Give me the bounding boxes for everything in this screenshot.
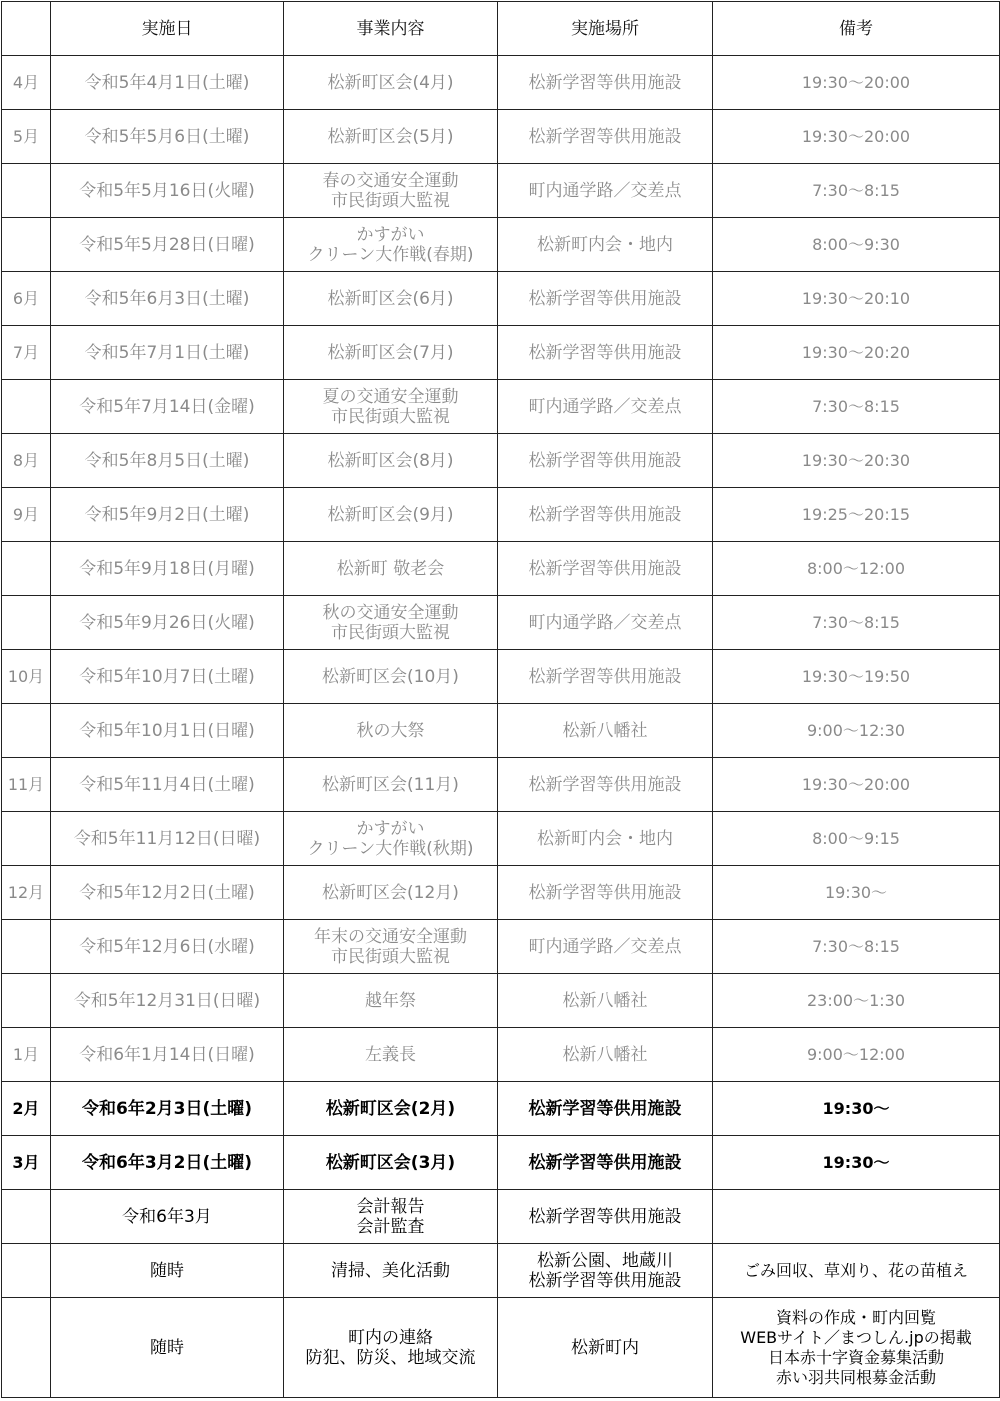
place-cell bbox=[498, 596, 713, 650]
table-row bbox=[2, 1298, 1000, 1398]
place-cell bbox=[498, 218, 713, 272]
notes-cell-line: WEBサイト／まつしん.jpの掲載 bbox=[740, 1327, 972, 1347]
date-cell: 令和5年11月4日(土曜) bbox=[51, 758, 284, 812]
notes-cell bbox=[713, 1082, 1000, 1136]
date-cell: 令和5年12月6日(水曜) bbox=[51, 920, 284, 974]
event-cell-line: 防犯、防災、地域交流 bbox=[305, 1347, 476, 1368]
date-cell: 令和5年12月2日(土曜) bbox=[51, 866, 284, 920]
place-cell bbox=[498, 1190, 713, 1244]
month-cell: 10月 bbox=[2, 650, 51, 704]
month-cell: 3月 bbox=[2, 1136, 51, 1190]
event-cell-line: 松新町区会(8月) bbox=[327, 450, 454, 471]
table-row bbox=[2, 1244, 1000, 1298]
notes-cell bbox=[713, 272, 1000, 326]
event-cell-line: 松新町区会(11月) bbox=[322, 774, 459, 795]
date-cell: 令和5年9月2日(土曜) bbox=[51, 488, 284, 542]
month-cell bbox=[2, 218, 51, 272]
place-cell-line: 松新学習等供用施設 bbox=[528, 558, 682, 579]
event-cell bbox=[284, 920, 498, 974]
table-row bbox=[2, 1190, 1000, 1244]
date-cell: 令和5年6月3日(土曜) bbox=[51, 272, 284, 326]
table-row bbox=[2, 650, 1000, 704]
table-row bbox=[2, 380, 1000, 434]
notes-cell-line: 19:30～ bbox=[824, 882, 888, 902]
notes-cell bbox=[713, 866, 1000, 920]
date-cell: 令和5年7月1日(土曜) bbox=[51, 326, 284, 380]
notes-cell-line: 19:30～20:00 bbox=[801, 126, 911, 146]
event-cell bbox=[284, 758, 498, 812]
notes-cell bbox=[713, 758, 1000, 812]
notes-cell bbox=[713, 812, 1000, 866]
header-event: 事業内容 bbox=[284, 2, 498, 56]
notes-cell bbox=[713, 1028, 1000, 1082]
place-cell-line: 松新学習等供用施設 bbox=[528, 504, 682, 525]
event-cell bbox=[284, 1136, 498, 1190]
month-cell bbox=[2, 542, 51, 596]
event-cell-line: 松新町区会(9月) bbox=[327, 504, 454, 525]
event-cell bbox=[284, 164, 498, 218]
table-row bbox=[2, 434, 1000, 488]
date-cell: 令和5年11月12日(日曜) bbox=[51, 812, 284, 866]
notes-cell bbox=[713, 326, 1000, 380]
notes-cell bbox=[713, 218, 1000, 272]
event-cell-line: 松新町区会(4月) bbox=[327, 72, 454, 93]
place-cell-line: 松新学習等供用施設 bbox=[528, 342, 682, 363]
event-cell bbox=[284, 1244, 498, 1298]
table-row bbox=[2, 596, 1000, 650]
header-date: 実施日 bbox=[51, 2, 284, 56]
place-cell bbox=[498, 542, 713, 596]
month-cell: 5月 bbox=[2, 110, 51, 164]
month-cell bbox=[2, 1190, 51, 1244]
date-cell: 令和5年9月18日(月曜) bbox=[51, 542, 284, 596]
table-row bbox=[2, 218, 1000, 272]
place-cell-line: 松新学習等供用施設 bbox=[528, 1270, 682, 1291]
date-cell: 令和5年10月7日(土曜) bbox=[51, 650, 284, 704]
notes-cell-line: 19:30～19:50 bbox=[801, 666, 911, 686]
event-cell-line: 市民街頭大監視 bbox=[331, 622, 450, 643]
place-cell-line: 松新学習等供用施設 bbox=[528, 450, 682, 471]
event-cell bbox=[284, 218, 498, 272]
place-cell-line: 町内通学路／交差点 bbox=[528, 180, 682, 201]
place-cell-line: 松新学習等供用施設 bbox=[528, 126, 682, 147]
date-cell: 令和6年3月2日(土曜) bbox=[51, 1136, 284, 1190]
place-cell bbox=[498, 434, 713, 488]
date-cell: 随時 bbox=[51, 1244, 284, 1298]
event-cell-line: 市民街頭大監視 bbox=[331, 190, 450, 211]
event-cell-line: 町内の連絡 bbox=[348, 1327, 433, 1348]
event-cell bbox=[284, 650, 498, 704]
header-notes: 備考 bbox=[713, 2, 1000, 56]
place-cell bbox=[498, 272, 713, 326]
event-cell-line: かすがい bbox=[356, 818, 425, 839]
event-cell-line: 会計報告 bbox=[356, 1196, 425, 1217]
place-cell-line: 松新八幡社 bbox=[562, 1044, 648, 1065]
place-cell bbox=[498, 56, 713, 110]
notes-cell bbox=[713, 596, 1000, 650]
notes-cell bbox=[713, 1298, 1000, 1398]
month-cell bbox=[2, 920, 51, 974]
table-row bbox=[2, 1082, 1000, 1136]
place-cell-line: 松新学習等供用施設 bbox=[528, 288, 682, 309]
notes-cell-line: 19:30～20:00 bbox=[801, 72, 911, 92]
event-cell-line: クリーン大作戦(春期) bbox=[307, 244, 474, 265]
month-cell: 9月 bbox=[2, 488, 51, 542]
place-cell-line: 松新公園、地蔵川 bbox=[537, 1250, 673, 1271]
table-row bbox=[2, 110, 1000, 164]
month-cell: 7月 bbox=[2, 326, 51, 380]
header-row bbox=[2, 2, 1000, 56]
notes-cell-line: 23:00～1:30 bbox=[806, 990, 906, 1010]
place-cell-line: 松新学習等供用施設 bbox=[528, 882, 682, 903]
notes-cell bbox=[713, 650, 1000, 704]
table-row bbox=[2, 542, 1000, 596]
place-cell bbox=[498, 974, 713, 1028]
event-cell bbox=[284, 1190, 498, 1244]
notes-cell bbox=[713, 542, 1000, 596]
month-cell bbox=[2, 164, 51, 218]
month-cell: 4月 bbox=[2, 56, 51, 110]
month-cell bbox=[2, 974, 51, 1028]
event-cell-line: 松新町区会(3月) bbox=[325, 1152, 456, 1173]
header-place: 実施場所 bbox=[498, 2, 713, 56]
event-cell-line: 秋の交通安全運動 bbox=[322, 602, 459, 623]
event-cell bbox=[284, 110, 498, 164]
event-cell-line: 左義長 bbox=[365, 1044, 416, 1065]
table-row bbox=[2, 164, 1000, 218]
event-cell bbox=[284, 1298, 498, 1398]
place-cell bbox=[498, 1136, 713, 1190]
event-cell bbox=[284, 704, 498, 758]
place-cell-line: 松新町内会・地内 bbox=[537, 234, 673, 255]
event-cell-line: 松新町区会(12月) bbox=[322, 882, 459, 903]
notes-cell bbox=[713, 164, 1000, 218]
event-cell-line: 秋の大祭 bbox=[356, 720, 425, 741]
table-row bbox=[2, 812, 1000, 866]
place-cell-line: 町内通学路／交差点 bbox=[528, 612, 682, 633]
notes-cell bbox=[713, 1244, 1000, 1298]
place-cell bbox=[498, 1028, 713, 1082]
table-row bbox=[2, 758, 1000, 812]
notes-cell bbox=[713, 380, 1000, 434]
event-cell bbox=[284, 488, 498, 542]
date-cell: 令和5年10月1日(日曜) bbox=[51, 704, 284, 758]
event-cell bbox=[284, 812, 498, 866]
event-cell bbox=[284, 974, 498, 1028]
month-cell: 6月 bbox=[2, 272, 51, 326]
place-cell-line: 松新町内会・地内 bbox=[537, 828, 673, 849]
event-cell-line: 夏の交通安全運動 bbox=[322, 386, 459, 407]
month-cell bbox=[2, 704, 51, 758]
place-cell bbox=[498, 1244, 713, 1298]
date-cell: 令和5年5月6日(土曜) bbox=[51, 110, 284, 164]
date-cell: 令和5年7月14日(金曜) bbox=[51, 380, 284, 434]
event-cell-line: 年末の交通安全運動 bbox=[314, 926, 467, 947]
event-cell-line: 市民街頭大監視 bbox=[331, 406, 450, 427]
notes-cell bbox=[713, 488, 1000, 542]
table-row bbox=[2, 974, 1000, 1028]
month-cell: 12月 bbox=[2, 866, 51, 920]
place-cell bbox=[498, 812, 713, 866]
month-cell: 8月 bbox=[2, 434, 51, 488]
notes-cell bbox=[713, 56, 1000, 110]
place-cell bbox=[498, 488, 713, 542]
date-cell: 令和5年12月31日(日曜) bbox=[51, 974, 284, 1028]
place-cell-line: 町内通学路／交差点 bbox=[528, 936, 682, 957]
date-cell: 令和5年8月5日(土曜) bbox=[51, 434, 284, 488]
notes-cell-line: 赤い羽共同根募金活動 bbox=[775, 1367, 936, 1387]
place-cell-line: 松新学習等供用施設 bbox=[528, 1098, 682, 1119]
event-cell-line: 松新町 敬老会 bbox=[336, 558, 445, 579]
event-cell bbox=[284, 866, 498, 920]
notes-cell-line: 7:30～8:15 bbox=[812, 396, 900, 416]
table-row bbox=[2, 326, 1000, 380]
event-cell bbox=[284, 434, 498, 488]
notes-cell-line: 7:30～8:15 bbox=[812, 180, 900, 200]
event-cell bbox=[284, 1028, 498, 1082]
place-cell bbox=[498, 164, 713, 218]
table-row bbox=[2, 56, 1000, 110]
month-cell bbox=[2, 812, 51, 866]
event-cell-line: 会計監査 bbox=[356, 1216, 425, 1237]
place-cell-line: 松新学習等供用施設 bbox=[528, 774, 682, 795]
event-cell-line: 松新町区会(10月) bbox=[322, 666, 459, 687]
event-cell-line: 清掃、美化活動 bbox=[331, 1260, 450, 1281]
place-cell bbox=[498, 1298, 713, 1398]
event-cell-line: かすがい bbox=[356, 224, 425, 245]
date-cell: 令和6年2月3日(土曜) bbox=[51, 1082, 284, 1136]
notes-cell-line: 19:30～ bbox=[822, 1098, 890, 1118]
table-row bbox=[2, 488, 1000, 542]
event-cell bbox=[284, 272, 498, 326]
notes-cell-line: 日本赤十字資金募集活動 bbox=[767, 1347, 944, 1367]
place-cell bbox=[498, 650, 713, 704]
event-cell bbox=[284, 380, 498, 434]
notes-cell-line: 19:30～ bbox=[822, 1152, 890, 1172]
notes-cell bbox=[713, 974, 1000, 1028]
table-row bbox=[2, 866, 1000, 920]
notes-cell-line: 9:00～12:00 bbox=[806, 1044, 906, 1064]
notes-cell-line: 19:30～20:10 bbox=[801, 288, 911, 308]
place-cell-line: 松新町内 bbox=[571, 1337, 639, 1358]
place-cell-line: 松新学習等供用施設 bbox=[528, 72, 682, 93]
table-row bbox=[2, 1136, 1000, 1190]
place-cell-line: 松新学習等供用施設 bbox=[528, 1152, 682, 1173]
date-cell: 令和5年4月1日(土曜) bbox=[51, 56, 284, 110]
notes-cell-line: 19:25～20:15 bbox=[801, 504, 911, 524]
month-cell bbox=[2, 1298, 51, 1398]
date-cell: 令和6年3月 bbox=[51, 1190, 284, 1244]
notes-cell-line: 資料の作成・町内回覧 bbox=[775, 1307, 936, 1327]
notes-cell-line: 8:00～12:00 bbox=[806, 558, 906, 578]
place-cell-line: 松新八幡社 bbox=[562, 720, 648, 741]
date-cell: 令和5年5月28日(日曜) bbox=[51, 218, 284, 272]
place-cell bbox=[498, 380, 713, 434]
place-cell bbox=[498, 758, 713, 812]
place-cell-line: 松新学習等供用施設 bbox=[528, 666, 682, 687]
event-cell-line: 春の交通安全運動 bbox=[322, 170, 459, 191]
table-row bbox=[2, 920, 1000, 974]
place-cell bbox=[498, 1082, 713, 1136]
notes-cell bbox=[713, 704, 1000, 758]
event-cell bbox=[284, 542, 498, 596]
notes-cell bbox=[713, 110, 1000, 164]
date-cell: 令和5年9月26日(火曜) bbox=[51, 596, 284, 650]
event-cell bbox=[284, 326, 498, 380]
month-cell bbox=[2, 380, 51, 434]
month-cell: 1月 bbox=[2, 1028, 51, 1082]
notes-cell-line: 8:00～9:15 bbox=[812, 828, 900, 848]
notes-cell-line: ごみ回収、草刈り、花の苗植え bbox=[743, 1260, 968, 1280]
event-cell bbox=[284, 1082, 498, 1136]
place-cell-line: 松新学習等供用施設 bbox=[528, 1206, 682, 1227]
month-cell: 11月 bbox=[2, 758, 51, 812]
table-row bbox=[2, 1028, 1000, 1082]
place-cell bbox=[498, 920, 713, 974]
notes-cell bbox=[713, 1136, 1000, 1190]
event-cell bbox=[284, 596, 498, 650]
table-row bbox=[2, 272, 1000, 326]
place-cell-line: 町内通学路／交差点 bbox=[528, 396, 682, 417]
notes-cell-line: 19:30～20:00 bbox=[801, 774, 911, 794]
notes-cell-line: 7:30～8:15 bbox=[812, 936, 900, 956]
notes-cell bbox=[713, 1190, 1000, 1244]
notes-cell bbox=[713, 920, 1000, 974]
event-cell-line: 松新町区会(6月) bbox=[327, 288, 454, 309]
notes-cell bbox=[713, 434, 1000, 488]
event-cell-line: 松新町区会(5月) bbox=[327, 126, 454, 147]
event-cell bbox=[284, 56, 498, 110]
place-cell bbox=[498, 326, 713, 380]
notes-cell-line: 9:00～12:30 bbox=[806, 720, 906, 740]
place-cell bbox=[498, 704, 713, 758]
place-cell bbox=[498, 866, 713, 920]
month-cell bbox=[2, 596, 51, 650]
notes-cell-line: 19:30～20:20 bbox=[801, 342, 911, 362]
event-cell-line: 市民街頭大監視 bbox=[331, 946, 450, 967]
date-cell: 令和5年5月16日(火曜) bbox=[51, 164, 284, 218]
date-cell: 随時 bbox=[51, 1298, 284, 1398]
event-cell-line: 松新町区会(7月) bbox=[327, 342, 454, 363]
header-month bbox=[2, 2, 51, 56]
schedule-body bbox=[2, 56, 1000, 1398]
schedule-table bbox=[1, 1, 1000, 1398]
month-cell bbox=[2, 1244, 51, 1298]
place-cell bbox=[498, 110, 713, 164]
notes-cell-line: 7:30～8:15 bbox=[812, 612, 900, 632]
notes-cell-line: 8:00～9:30 bbox=[812, 234, 900, 254]
place-cell-line: 松新八幡社 bbox=[562, 990, 648, 1011]
event-cell-line: 越年祭 bbox=[365, 990, 416, 1011]
date-cell: 令和6年1月14日(日曜) bbox=[51, 1028, 284, 1082]
month-cell: 2月 bbox=[2, 1082, 51, 1136]
notes-cell-line: 19:30～20:30 bbox=[801, 450, 911, 470]
event-cell-line: クリーン大作戦(秋期) bbox=[307, 838, 474, 859]
table-row bbox=[2, 704, 1000, 758]
event-cell-line: 松新町区会(2月) bbox=[325, 1098, 456, 1119]
